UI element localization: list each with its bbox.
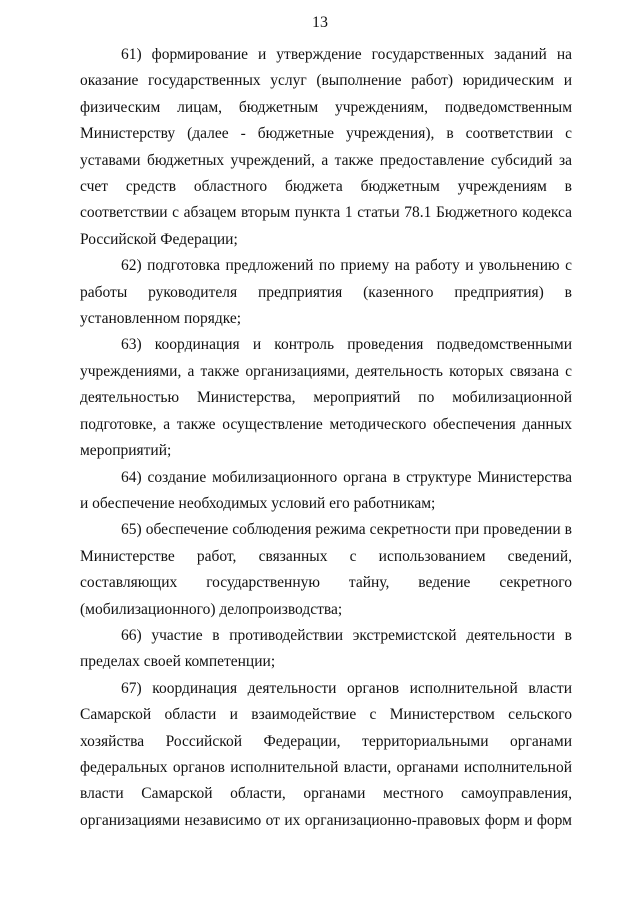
- paragraph-62: 62) подготовка предложений по приему на работу и увольнению с работы руководителя предприятия (казенного предприятия) в установленном порядке;: [80, 257, 572, 328]
- paragraph-66: 66) участие в противодействии экстремистской деятельности в пределах своей компетенции;: [80, 626, 572, 671]
- paragraph-64: 64) создание мобилизационного органа в структуре Министерства и обеспечение необходимых условий его работникам;: [80, 468, 572, 512]
- document-body: [80, 42, 572, 834]
- paragraph-65: 65) обеспечение соблюдения режима секретности при проведении в Министерстве работ, связанных с использованием сведений, составляющих государственную тайну, ведение секретного (мобилизационного) делопроизводства;: [80, 521, 572, 618]
- paragraph-63: 63) координация и контроль проведения подведомственными учреждениями, а также организациями, деятельность которых связана с деятельностью Министерства, мероприятий по мобилизационной подготовке, а также осуществление методического обеспечения данных мероприятий;: [80, 336, 572, 460]
- paragraph-61: 61) формирование и утверждение государственных заданий на оказание государственных услуг (выполнение работ) юридическим и физическим лицам, бюджетным учреждениям, подведомственным Министерству (далее - бюджетные учреждения), в соответствии с уставами бюджетных учреждений, а также предоставление субсидий за счет средств областного бюджета бюджетным учреждениям в соответствии с абзацем вторым пункта 1 статьи 78.1 Бюджетного кодекса Российской Федерации;: [80, 46, 572, 248]
- paragraph-67: 67) координация деятельности органов исполнительной власти Самарской области и взаимодействие с Министерством сельского хозяйства Российской Федерации, территориальными органами федеральных органов исполнительной власти, органами исполнительной власти Самарской области, органами местного самоуправления, организациями независимо от их организационно-правовых форм и форм: [80, 679, 572, 829]
- page-number: 13: [312, 14, 328, 31]
